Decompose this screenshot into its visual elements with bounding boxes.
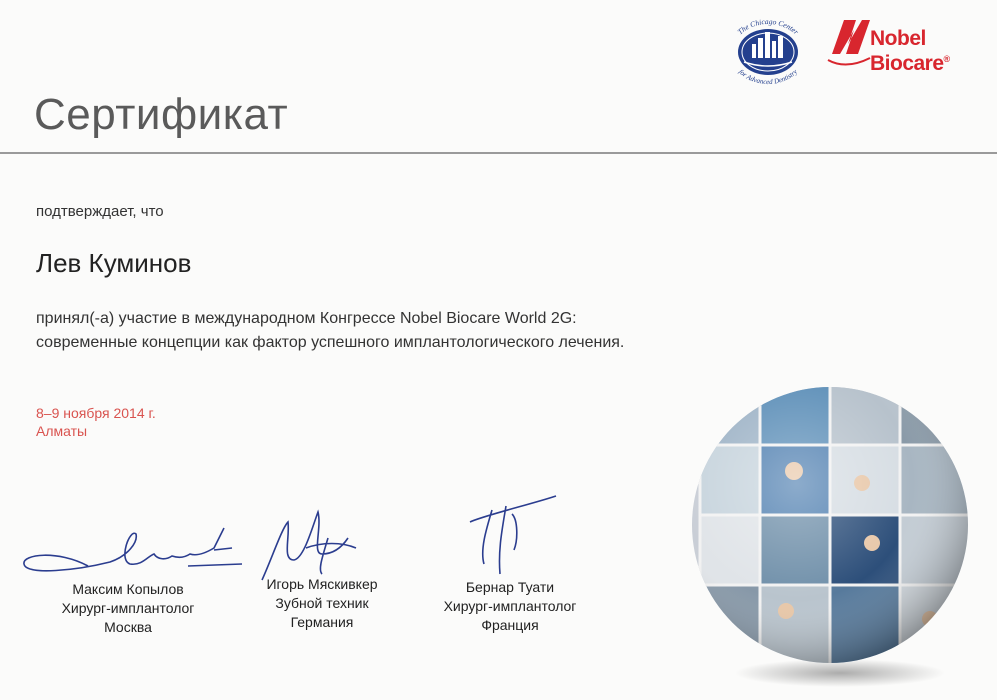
registered-mark: ® (943, 54, 950, 64)
certificate-title: Сертификат (34, 90, 289, 139)
signature-touati (462, 490, 562, 580)
nobel-biocare-logo (826, 14, 872, 75)
confirms-text: подтверждает, что (36, 203, 164, 220)
event-date: 8–9 ноября 2014 г. (36, 405, 156, 421)
description-line-1: принял(-а) участие в международном Конгрессе Nobel Biocare World 2G: (36, 310, 577, 327)
signatory-city: Франция (481, 617, 539, 633)
signatory-city: Москва (104, 619, 152, 635)
signatory-2 (232, 575, 412, 632)
participation-description (36, 307, 624, 355)
signatory-role: Хирург-имплантолог (443, 598, 577, 614)
description-line-2: современные концепции как фактор успешного имплантологического лечения. (36, 334, 625, 351)
signatory-role: Зубной техник (275, 595, 369, 611)
event-city: Алматы (36, 423, 88, 439)
chicago-logo-top-text: The Chicago Center (735, 16, 801, 37)
signatory-1 (38, 580, 218, 637)
signatory-3 (420, 578, 600, 635)
signatory-name: Игорь Мяскивкер (266, 576, 378, 592)
event-date-place (36, 404, 156, 440)
signatory-name: Максим Копылов (72, 581, 184, 597)
title-divider (0, 152, 997, 154)
nobel-wordmark-line2: Biocare® (870, 52, 950, 75)
signatory-city: Германия (290, 614, 354, 630)
signatory-role: Хирург-имплантолог (61, 600, 195, 616)
chicago-center-logo (722, 14, 814, 91)
recipient-name: Лев Куминов (36, 248, 192, 278)
nobel-biocare-wordmark (870, 28, 950, 74)
nobel-wordmark-line1: Nobel (870, 27, 926, 50)
chicago-logo-bottom-text: for Advanced Dentistry (737, 67, 799, 86)
signatory-name: Бернар Туати (465, 579, 555, 595)
photo-collage-globe (690, 375, 980, 695)
